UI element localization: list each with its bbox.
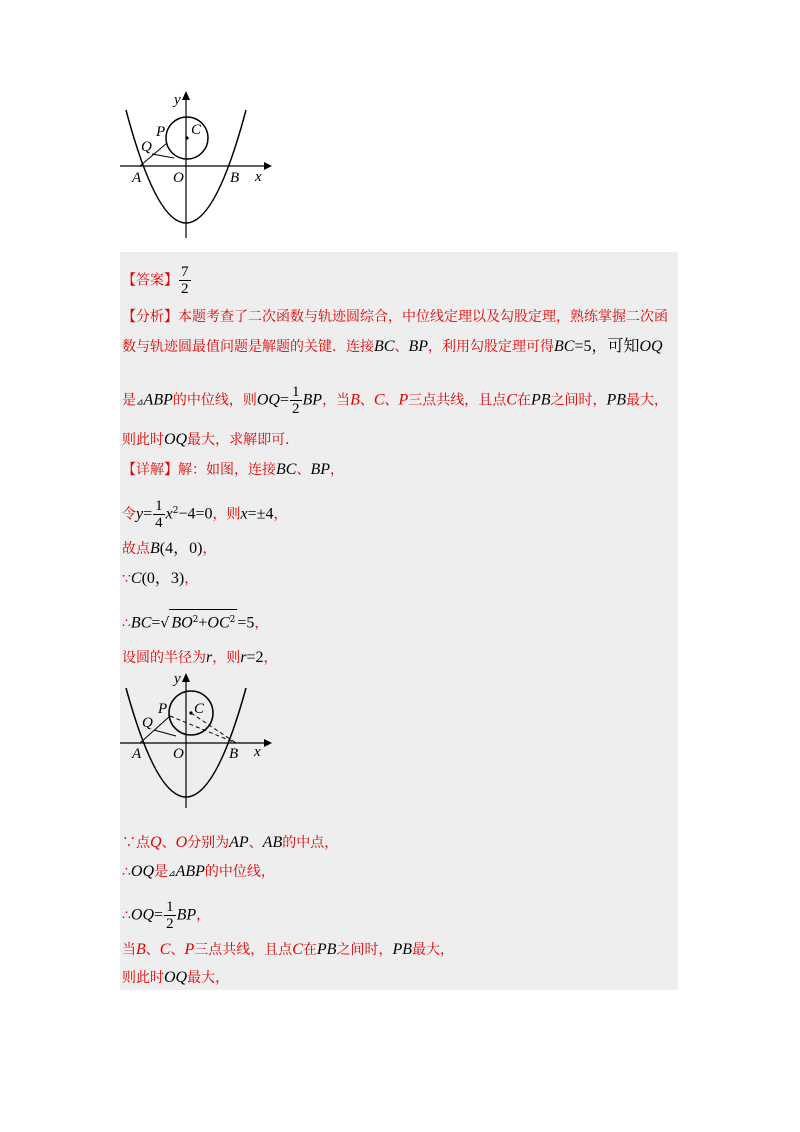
detail-line-5: ∴BC=√ $BO^2+OC^2 =5$， (122, 609, 268, 634)
detail-line-4: ∵C(0，3)， (122, 570, 199, 587)
answer-line (122, 264, 192, 297)
label-y: y (174, 671, 181, 687)
label-p: P (156, 124, 166, 140)
figure-parabola-circle-1 (112, 88, 272, 243)
detail-line-1: 【详解】解：如图，连接BC、BP， (122, 461, 344, 478)
segment-oq (152, 154, 174, 158)
label-y: y (174, 92, 181, 108)
analysis-line-4: 则此时OQ最大，求解即可． (122, 431, 300, 448)
label-q: Q (142, 715, 153, 731)
label-b: B (229, 746, 239, 762)
label-o: O (173, 170, 184, 186)
label-q: Q (141, 139, 152, 155)
label-a: A (132, 746, 142, 762)
detail-line-11: 则此时OQ最大， (122, 969, 230, 986)
analysis-line-3: 是⊿ABP的中位线，则OQ= $\frac{1}{2}$ BP，当B、C、P三点共线，且点C在PB之间时，PB最大， (122, 384, 669, 417)
detail-tag: 【详解】 (122, 462, 178, 478)
y-axis-arrow (182, 673, 190, 682)
x-axis-arrow (264, 739, 272, 747)
analysis-line-2: 数与轨迹圆最值问题是解题的关键．连接BC、BP，利用勾股定理可得BC=5，可知OQ (122, 338, 663, 355)
detail-line-3: 故点B(4，0)， (122, 540, 217, 557)
analysis-tag: 【分析】 (122, 309, 178, 325)
analysis-line-1: 【分析】本题考查了二次函数与轨迹圆综合，中位线定理以及勾股定理，熟练掌握二次函 (122, 309, 668, 325)
label-x: x (254, 744, 261, 760)
label-b: B (230, 170, 240, 186)
detail-line-9: ∴OQ= $\frac{1}{2}$ BP， (122, 899, 211, 932)
x-axis-arrow (264, 162, 272, 170)
label-o: O (173, 746, 184, 762)
label-x: x (255, 169, 262, 185)
label-p: P (158, 701, 168, 717)
answer-tag: 【答案】 (122, 272, 178, 289)
segment-bc-dashed (191, 713, 236, 743)
detail-line-7: ∵点Q、O分别为AP、AB的中点， (122, 834, 339, 851)
segment-bp-dashed (170, 716, 236, 743)
detail-line-10: 当B、C、P三点共线，且点C在PB之间时，PB最大， (122, 941, 454, 958)
figure-parabola-circle-2 (112, 668, 272, 813)
detail-line-6: 设圆的半径为r，则r=2， (122, 649, 278, 666)
answer-fraction: $\frac{7}{2}$ (181, 264, 189, 297)
detail-line-2: 令y= $\frac{1}{4}$ $x^2-4=0$，则x=±4， (122, 498, 288, 531)
label-a: A (132, 170, 142, 186)
label-c: C (194, 701, 205, 717)
center-dot (185, 136, 188, 139)
y-axis-arrow (182, 91, 190, 100)
segment-oq (154, 730, 176, 736)
detail-line-8: ∴OQ是⊿ABP的中位线， (122, 863, 275, 880)
label-c: C (191, 122, 202, 138)
